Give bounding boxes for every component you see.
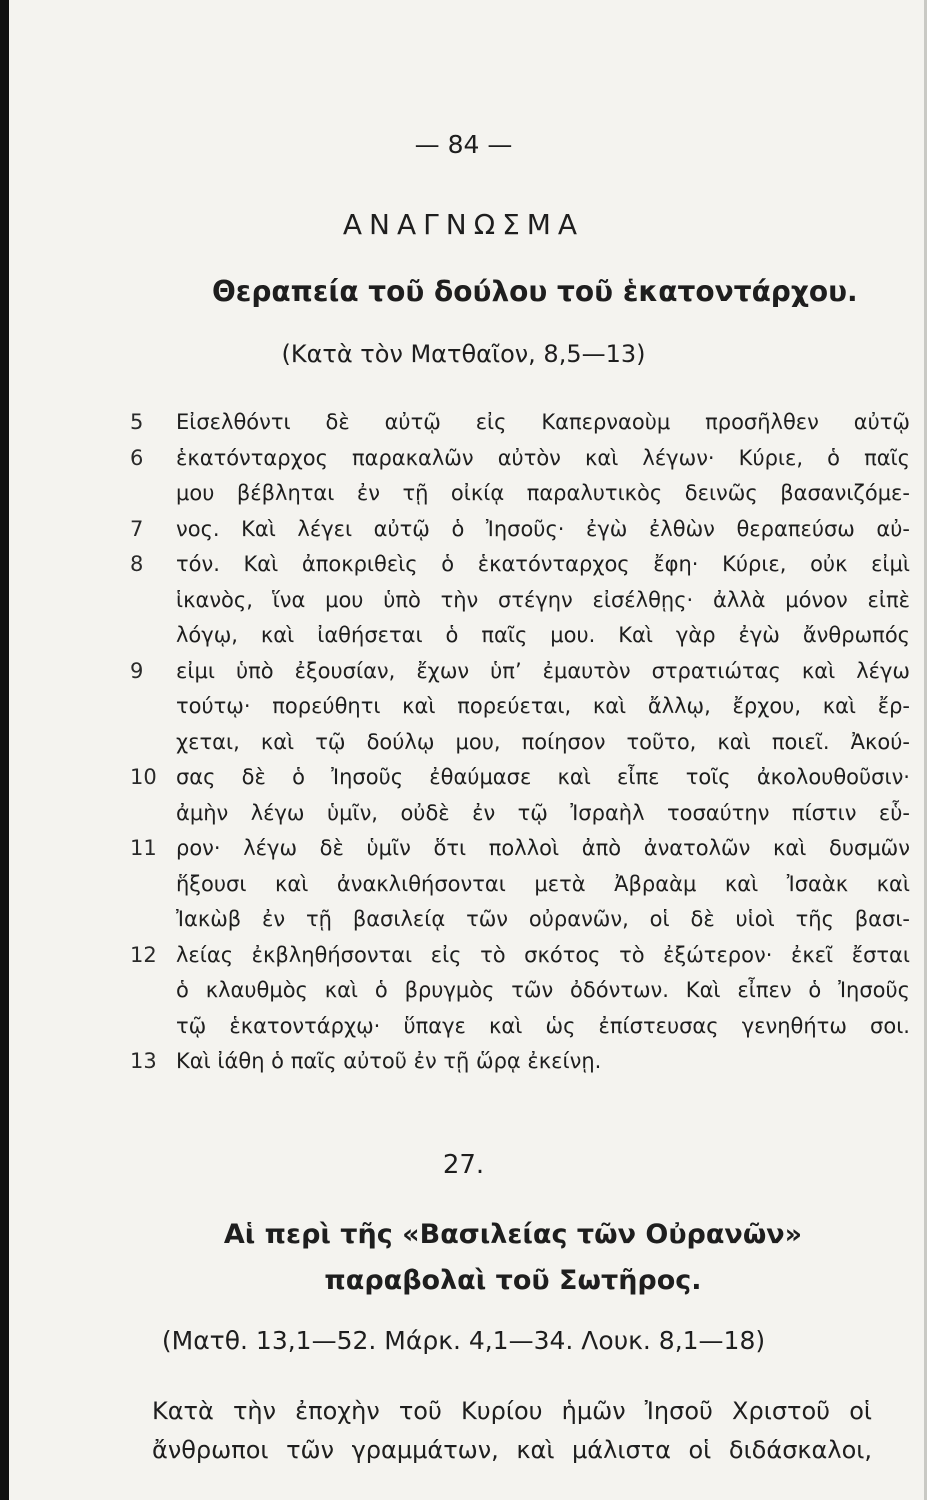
verse-text: σας δὲ ὁ Ἰησοῦς ἐθαύμασε καὶ εἶπε τοῖς ἀκολουθοῦσιν· [176,765,910,789]
verse-number: 7 [130,516,144,541]
verse-text: χεται, καὶ τῷ δούλῳ μου, ποίησον τοῦτο, καὶ ποιεῖ. Ἀκού- [176,729,910,754]
section-heading: Αἱ περὶ τῆς «Βασιλείας τῶν Οὐρανῶν» παραβολαὶ τοῦ Σωτῆρος. [223,1219,803,1296]
verse-line [130,512,910,548]
verse-line [130,547,910,583]
section-reference: (Ματθ. 13,1—52. Μάρκ. 4,1—34. Λουκ. 8,1—18) [161,1326,766,1355]
verse-text: ἀμὴν λέγω ὑμῖν, οὐδὲ ἐν τῷ Ἰσραὴλ τοσαύτην πίστιν εὗ- [176,800,910,825]
body-line: ἄνθρωποι τῶν γραμμάτων, καὶ μάλιστα οἱ διδάσκαλοι, [152,1436,872,1464]
verse-text: ἱκανὸς, ἵνα μου ὑπὸ τὴν στέγην εἰσέλθῃς· ἀλλὰ μόνον εἰπὲ [176,587,910,612]
verse-text: τῷ ἑκατοντάρχῳ· ὕπαγε καὶ ὡς ἐπίστευσας γενηθήτω σοι. [176,1013,910,1038]
verse-line [130,938,910,974]
verse-text: Εἰσελθόντι δὲ αὐτῷ εἰς Καπερναοὺμ προσῆλθεν αὐτῷ [176,410,910,434]
verse-line [130,796,910,832]
body-line: Κατὰ τὴν ἐποχὴν τοῦ Κυρίου ἡμῶν Ἰησοῦ Χριστοῦ οἱ [152,1397,872,1425]
verse-text: μου βέβληται ἐν τῇ οἰκίᾳ παραλυτικὸς δεινῶς βασανιζόμε- [176,481,910,505]
verse-line [130,867,910,903]
verse-number: 10 [130,765,157,789]
page-number: — 84 — [414,130,513,159]
verse-text: ἥξουσι καὶ ἀνακλιθήσονται μετὰ Ἀβραὰμ καὶ Ἰσαὰκ καὶ [176,871,910,896]
verse-number: 5 [130,410,144,434]
verse-line [130,760,910,796]
verse-text: λείας ἐκβληθήσονται εἰς τὸ σκότος τὸ ἐξώτερον· ἐκεῖ ἔσται [176,942,910,967]
verse-line [130,689,910,725]
verse-number: 9 [130,658,144,683]
verse-line [130,902,910,938]
verse-line [130,725,910,761]
verse-text: τούτῳ· πορεύθητι καὶ πορεύεται, καὶ ἄλλῳ, ἔρχου, καὶ ἔρ- [176,694,910,718]
verse-text: Ἰακὼβ ἐν τῇ βασιλείᾳ τῶν οὐρανῶν, οἱ δὲ υἱοὶ τῆς βασι- [176,907,910,931]
verse-line [130,618,910,654]
body-paragraph [152,1392,872,1470]
verse-text: Καὶ ἰάθη ὁ παῖς αὐτοῦ ἐν τῇ ὥρᾳ ἐκείνῃ. [176,1049,602,1073]
verse-text: νος. Καὶ λέγει αὐτῷ ὁ Ἰησοῦς· ἐγὼ ἐλθὼν θεραπεύσω αὐ- [176,516,910,541]
verse-line [130,583,910,619]
reading-heading: Θεραπεία τοῦ δούλου τοῦ ἑκατοντάρχου. [212,275,858,308]
section-number: 27. [442,1150,485,1180]
verse-line [130,1009,910,1045]
verse-text: ὁ κλαυθμὸς καὶ ὁ βρυγμὸς τῶν ὀδόντων. Καὶ εἶπεν ὁ Ἰησοῦς [176,978,910,1002]
verse-block [130,405,910,1080]
verse-number: 8 [130,552,144,576]
verse-text: λόγῳ, καὶ ἰαθήσεται ὁ παῖς μου. Καὶ γὰρ ἐγὼ ἄνθρωπός [176,623,910,647]
verse-number: 12 [130,942,157,967]
verse-line [130,973,910,1009]
verse-line [130,476,910,512]
verse-text: ἑκατόνταρχος παρακαλῶν αὐτὸν καὶ λέγων· Κύριε, ὁ παῖς [176,445,910,470]
verse-line [130,654,910,690]
verse-line [130,1044,910,1080]
verse-line [130,405,910,441]
verse-number: 13 [130,1049,157,1073]
verse-number: 11 [130,836,157,860]
reading-reference: (Κατὰ τὸν Ματθαῖον, 8,5—13) [281,340,646,368]
page-title: ΑΝΑΓΝΩΣΜΑ [342,208,585,241]
verse-line [130,441,910,477]
verse-text: ρον· λέγω δὲ ὑμῖν ὅτι πολλοὶ ἀπὸ ἀνατολῶν καὶ δυσμῶν [176,836,910,860]
verse-text: τόν. Καὶ ἀποκριθεὶς ὁ ἑκατόνταρχος ἔφη· Κύριε, οὐκ εἰμὶ [176,552,910,576]
verse-text: εἰμι ὑπὸ ἐξουσίαν, ἔχων ὑπ’ ἐμαυτὸν στρατιώτας καὶ λέγω [176,658,910,683]
verse-line [130,831,910,867]
verse-number: 6 [130,445,144,470]
